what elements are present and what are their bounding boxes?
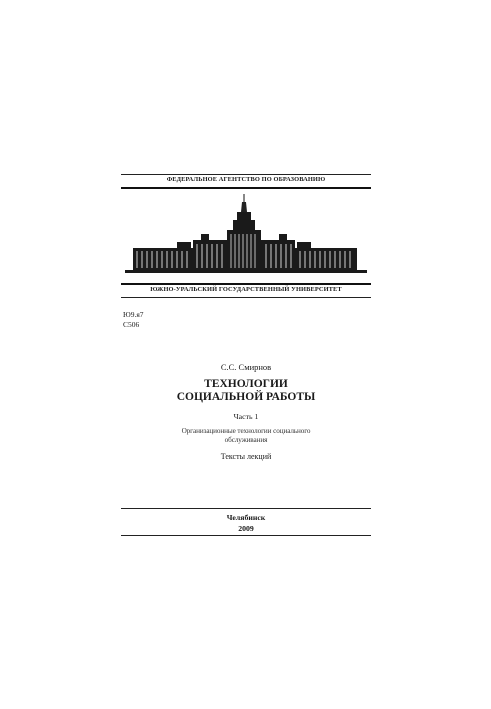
- udc-code: Ю9.я7: [123, 310, 144, 319]
- author-code: С506: [123, 320, 140, 329]
- subtitle-line-1: Организационные технологии социального: [181, 427, 311, 435]
- city: Челябинск: [226, 513, 266, 522]
- footer-rule-bottom: [121, 535, 371, 536]
- year: 2009: [238, 524, 254, 533]
- publication-type: Тексты лекций: [220, 452, 272, 461]
- title-line-2: СОЦИАЛЬНОЙ РАБОТЫ: [176, 391, 316, 403]
- agency-name: ФЕДЕРАЛЬНОЕ АГЕНТСТВО ПО ОБРАЗОВАНИЮ: [166, 176, 326, 183]
- title-line-1: ТЕХНОЛОГИИ: [204, 378, 288, 390]
- author: С.С. Смирнов: [220, 362, 272, 372]
- imprint: [121, 512, 371, 534]
- part-number: Часть 1: [233, 412, 259, 421]
- subtitle: [121, 427, 371, 445]
- subtitle-line-2: обслуживания: [224, 436, 268, 444]
- agency-rule: [121, 187, 371, 189]
- spire-icon: [241, 202, 247, 212]
- university-rule-bottom: [121, 297, 371, 298]
- university-rule-top: [121, 283, 371, 285]
- book-title: [121, 378, 371, 404]
- footer-rule-top: [121, 508, 371, 509]
- top-rule: [121, 174, 371, 175]
- university-building-emblem: [121, 190, 371, 282]
- university-name: ЮЖНО-УРАЛЬСКИЙ ГОСУДАРСТВЕННЫЙ УНИВЕРСИТЕТ: [150, 286, 342, 293]
